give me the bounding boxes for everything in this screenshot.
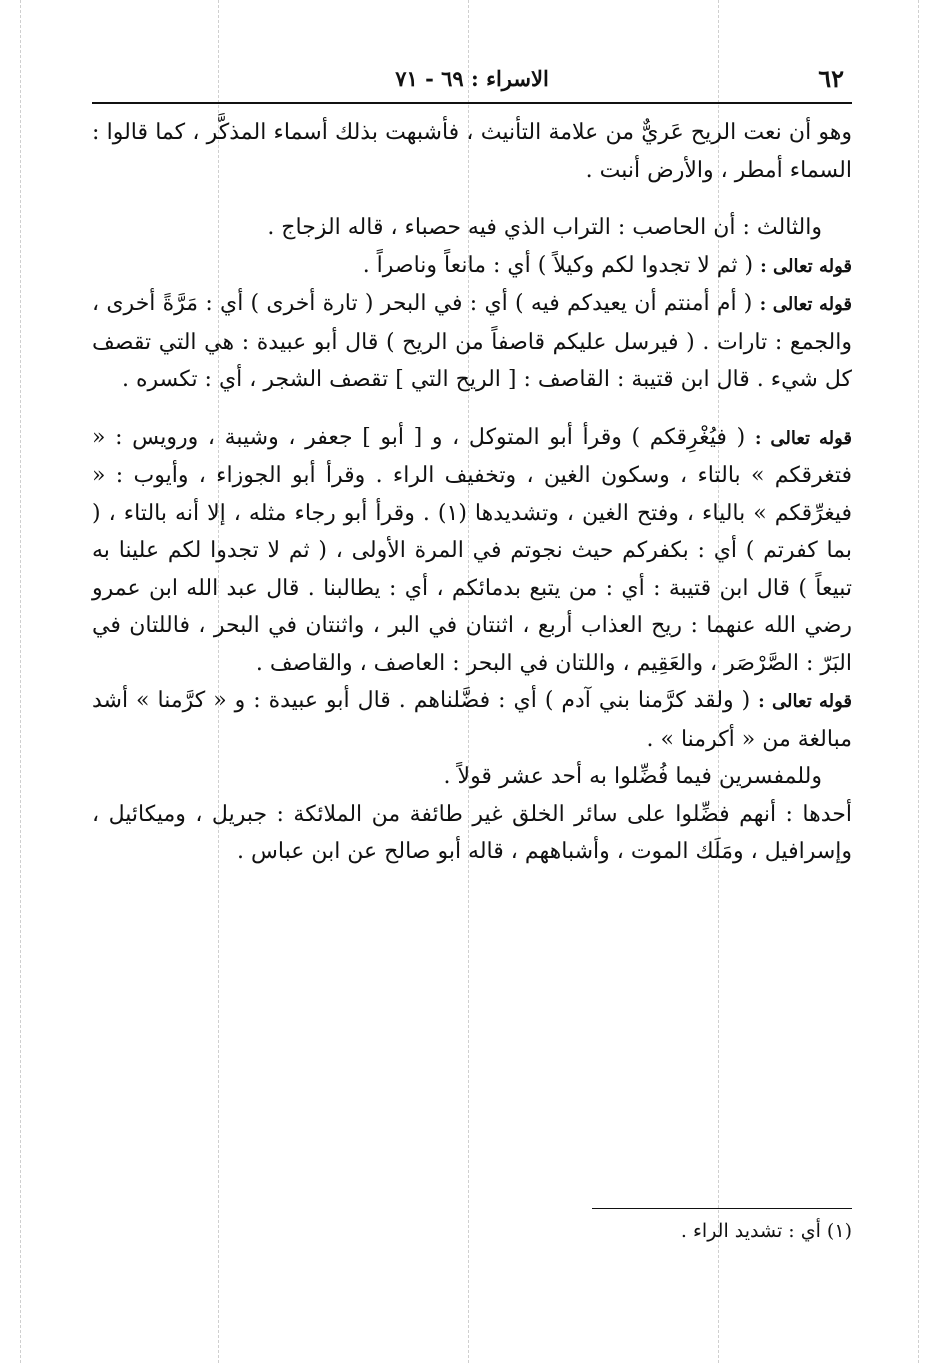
footnote: (١) أي : تشديد الراء . <box>680 1220 852 1242</box>
paragraph-text: ( ثم لا تجدوا لكم وكيلاً ) أي : مانعاً وناصراً . <box>362 252 754 278</box>
paragraph-text: ( فيُغْرِقكم ) وقرأ أبو المتوكل ، و [ أبو ] جعفر ، وشيبة ، ورويس : « فتغرقكم » بالتاء ، وسكون الغين ، وتخفيف الراء . وقرأ أبو الجوزاء ، وأيوب : « فيغرِّقكم » بالياء ، وفتح الغين ، وتشديدها (١) . وقرأ أبو رجاء مثله ، إلا أنه بالتاء ، ( بما كفرتم ) أي : بكفركم حيث نجوتم في المرة الأولى ، ( ثم لا تجدوا لكم علينا به تبيعاً ) قال ابن قتيبة : أي : من يتبع بدمائكم ، أي : يطالبنا . قال عبد الله ابن عمرو رضي الله عنهما : ريح العذاب أربع ، اثنتان في البر ، واثنتان في البحر ، فاللتان في البَرّ : الصَّرْصَر ، والعَقِيم ، واللتان في البحر : العاصف ، والقاصف . <box>92 424 852 676</box>
paragraph-text: ( ولقد كرَّمنا بني آدم ) أي : فضَّلناهم . قال أبو عبيدة : و « كرَّمنا » أشد مبالغة من « أكرمنا » . <box>92 688 852 752</box>
footnote-rule <box>592 1208 852 1209</box>
paragraph-text: والثالث : أن الحاصب : التراب الذي فيه حصباء ، قاله الزجاج . <box>267 215 822 240</box>
page-number: ٦٢ <box>818 64 844 93</box>
paragraph-text: وللمفسرين فيما فُضِّلوا به أحد عشر قولاً . <box>443 764 822 789</box>
paragraph-text: وهو أن نعت الريح عَريٌّ من علامة التأنيث ، فأشبهت بذلك أسماء المذكَّر ، كما قالوا : السماء أمطر ، والأرض أنبت . <box>92 120 852 183</box>
verse-label: قوله تعالى : <box>754 427 853 449</box>
page-guide-line <box>918 0 919 1363</box>
page-guide-line <box>20 0 21 1363</box>
paragraph-1 <box>92 114 852 189</box>
page-body <box>92 114 852 871</box>
verse-label: قوله تعالى : <box>759 294 852 315</box>
paragraph-text: ( أم أمنتم أن يعيدكم فيه ) أي : في البحر ( تارة أخرى ) أي : مَرَّةً أخرى ، والجمع : تارات . ( فيرسل عليكم قاصفاً من الريح ) قال أبو عبيدة : هي التي تقصف كل شيء . قال ابن قتيبة : القاصف : [ الريح التي ] تقصف الشجر ، أي : تكسره . <box>92 291 852 392</box>
paragraph-3 <box>92 247 852 286</box>
verse-label: قوله تعالى : <box>760 255 852 277</box>
paragraph-text: أحدها : أنهم فضِّلوا على سائر الخلق غير طائفة من الملائكة : جبريل ، وميكائيل ، وإسرافيل ، ومَلَك الموت ، وأشباههم ، قاله أبو صالح عن ابن عباس . <box>92 801 852 864</box>
paragraph-7 <box>92 758 852 796</box>
paragraph-6 <box>92 682 852 758</box>
paragraph-4 <box>92 285 852 399</box>
running-title: الاسراء : ٦٩ - ٧١ <box>395 66 549 91</box>
paragraph-8 <box>92 796 852 871</box>
paragraph-2 <box>92 209 852 247</box>
page-header <box>92 58 852 104</box>
verse-label: قوله تعالى : <box>758 691 852 712</box>
paragraph-5 <box>92 419 852 683</box>
book-page <box>92 58 852 1328</box>
